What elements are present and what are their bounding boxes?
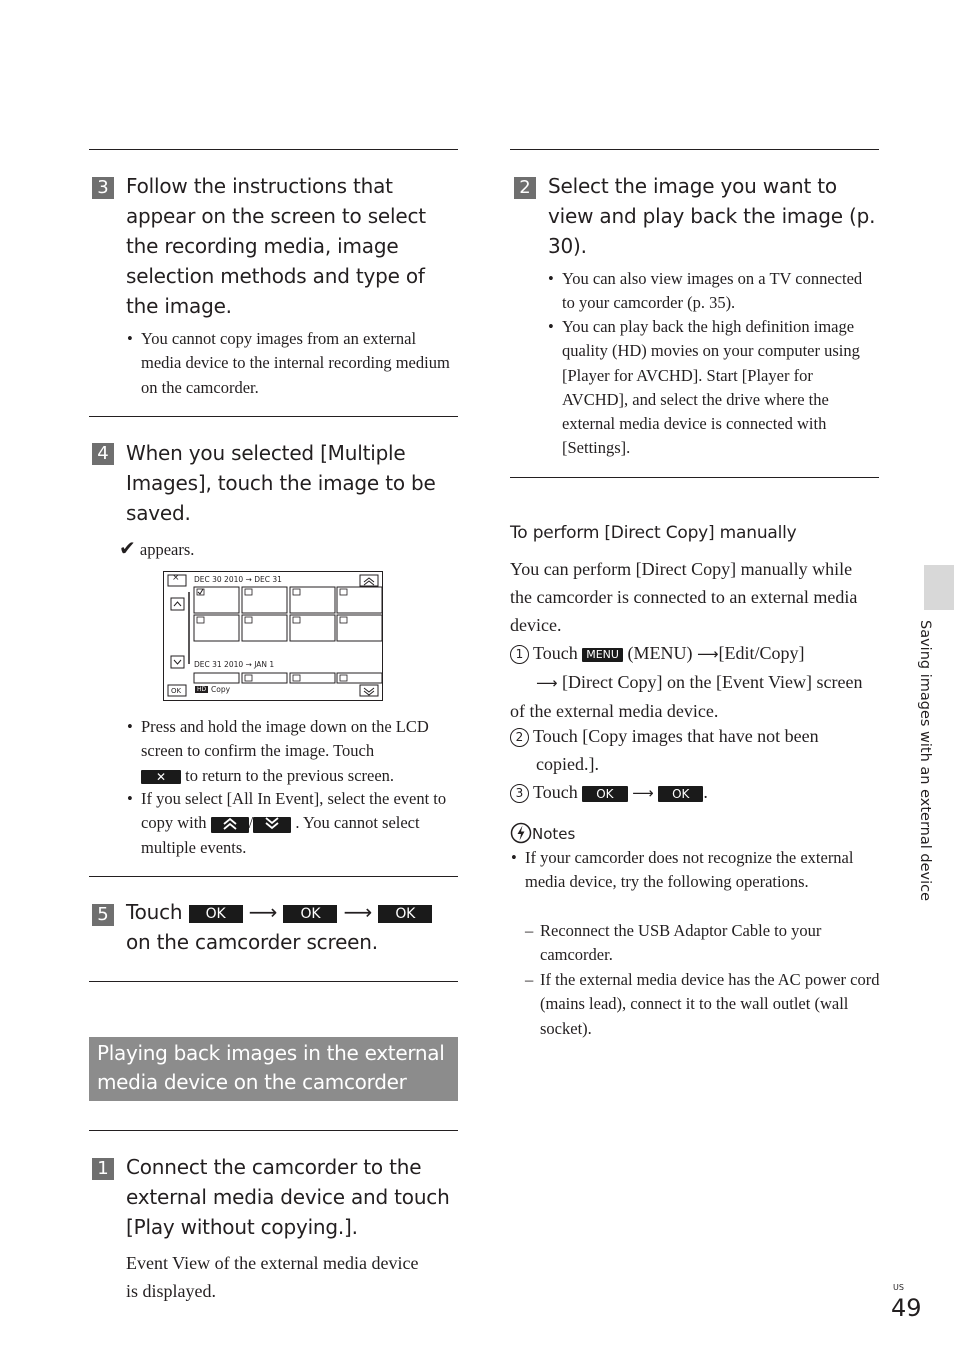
dash-text: If the external media device has the AC power cord (mains lead), connect it to the wall outlet (wall socket). xyxy=(540,970,880,1038)
copy-label: Copy xyxy=(211,685,231,694)
close-button-icon: ✕ xyxy=(141,770,181,784)
hd-badge: HD xyxy=(197,686,207,693)
step-3-bullet: • You cannot copy images from an external media device to the internal recording medium on the camcorder. xyxy=(127,329,450,397)
step-5-text xyxy=(126,897,456,957)
touch-label: Touch xyxy=(533,643,578,663)
step-2-text: Select the image you want to view and play back the image (p. 30). xyxy=(548,174,876,258)
step-4-bullet: • If you select [All In Event], select the event to copy with / . You cannot select multiple events. xyxy=(127,789,447,857)
notes-bullet: • If your camcorder does not recognize the external media device, try the following operations. xyxy=(511,848,854,892)
checkmark-icon: ✔ xyxy=(119,538,136,560)
step-4-bullet: • Press and hold the image down on the LCD screen to confirm the image. Touch ✕ to return to the previous screen. xyxy=(127,717,429,785)
notes-dash-item: – If the external media device has the AC power cord (mains lead), connect it to the wall outlet (wall socket). xyxy=(525,970,880,1038)
menu-text: (MENU) xyxy=(627,643,693,663)
arrow-right-icon: ⟶ xyxy=(696,645,719,663)
region-code: US xyxy=(893,1283,904,1292)
sidebar-label xyxy=(912,620,942,930)
step-circle-number: 1 xyxy=(510,645,529,664)
lcd-screen-illustration xyxy=(163,571,383,701)
bullet-text: You can play back the high definition image quality (HD) movies on your computer using [Player for AVCHD]. Start [Player for AVCHD], and select the drive where the external media device is connected with [Settings]. xyxy=(562,317,860,458)
divider xyxy=(89,149,458,150)
touch-label: Touch xyxy=(533,782,578,802)
step-number: 2 xyxy=(514,177,536,199)
arrow-right-icon: ⟶ xyxy=(632,784,654,802)
bullet-text: . You cannot select multiple events. xyxy=(141,813,420,857)
bullet-text: Press and hold the image down on the LCD screen to confirm the image. Touch xyxy=(141,717,429,761)
step-number: 3 xyxy=(92,177,114,199)
close-icon: × xyxy=(172,573,180,583)
step-2-text: Touch [Copy images that have not been copied.]. xyxy=(533,726,819,774)
sidebar-text: Saving images with an external device xyxy=(917,620,933,901)
step-5-after: on the camcorder screen. xyxy=(126,930,378,954)
check-text: appears. xyxy=(139,540,195,559)
bullet-text: You cannot copy images from an external media device to the internal recording medium on the camcorder. xyxy=(141,329,450,397)
procedure-step-1 xyxy=(510,639,880,725)
ok-button-icon: OK xyxy=(283,905,337,923)
intro-text: You can perform [Direct Copy] manually while the camcorder is connected to an external media device. xyxy=(510,559,858,635)
check-line xyxy=(119,537,194,562)
divider xyxy=(89,416,458,417)
ok-button-icon: OK xyxy=(658,786,703,802)
step-1-text: Connect the camcorder to the external media device and touch [Play without copying.]. xyxy=(126,1155,450,1239)
procedure-step-3: 3 Touch OK ⟶ OK . xyxy=(510,778,880,807)
divider xyxy=(89,1130,458,1131)
step-circle-number: 2 xyxy=(510,728,529,747)
step-3-text: Follow the instructions that appear on the screen to select the recording media, image selection methods and type of the image. xyxy=(126,174,426,318)
notes-title: Notes xyxy=(532,825,576,843)
edit-copy-text: [Edit/Copy] xyxy=(718,643,805,663)
ok-icon: OK xyxy=(171,687,182,695)
step-number: 5 xyxy=(92,904,114,926)
step-1-body: Event View of the external media device is displayed. xyxy=(126,1253,419,1301)
notes-icon xyxy=(510,822,532,844)
page-number: 49 xyxy=(891,1294,922,1322)
indent xyxy=(510,672,536,692)
event-header-1: DEC 30 2010 → DEC 31 xyxy=(194,575,282,584)
touch-label: Touch xyxy=(126,900,183,924)
arrow-right-icon: ⟶ xyxy=(343,900,373,924)
divider xyxy=(510,477,879,478)
step-2-bullet: • You can play back the high definition image quality (HD) movies on your computer using [Player for AVCHD]. Start [Player for AVCHD], and select the drive where the external media device is connected with [Settings]. xyxy=(548,317,860,458)
menu-button-icon: MENU xyxy=(582,648,623,662)
arrow-right-icon: ⟶ xyxy=(536,674,558,692)
ok-button-icon: OK xyxy=(378,905,432,923)
section-banner xyxy=(89,1037,458,1101)
event-header-2: DEC 31 2010 → JAN 1 xyxy=(194,660,275,669)
notes-dash-item: – Reconnect the USB Adaptor Cable to your camcorder. xyxy=(525,921,822,965)
direct-copy-text: [Direct Copy] on the [Event View] screen of the external media device. xyxy=(510,672,863,721)
step-number: 4 xyxy=(92,443,114,465)
procedure-step-2 xyxy=(510,722,880,778)
arrow-right-icon: ⟶ xyxy=(248,900,278,924)
divider xyxy=(89,981,458,982)
bullet-text: If your camcorder does not recognize the external media device, try the following operations. xyxy=(525,848,854,892)
step-number: 1 xyxy=(92,1158,114,1180)
ok-button-icon: OK xyxy=(582,786,627,802)
dash-text: Reconnect the USB Adaptor Cable to your camcorder. xyxy=(540,921,822,965)
bullet-text: If you select [All In Event], select the event to copy with xyxy=(141,789,447,833)
divider xyxy=(510,149,879,150)
scroll-up-icon xyxy=(211,817,249,833)
bullet-text: You can also view images on a TV connected to your camcorder (p. 35). xyxy=(562,269,863,313)
step-circle-number: 3 xyxy=(510,784,529,803)
section-title: Playing back images in the external media device on the camcorder xyxy=(97,1041,445,1094)
scroll-down-icon xyxy=(253,817,291,833)
bullet-text: to return to the previous screen. xyxy=(185,765,395,785)
notes-heading xyxy=(510,822,575,844)
step-4-text: When you selected [Multiple Images], touch the image to be saved. xyxy=(126,441,436,525)
ok-button-icon: OK xyxy=(189,905,243,923)
step-2-bullet: • You can also view images on a TV connected to your camcorder (p. 35). xyxy=(548,269,863,313)
divider xyxy=(89,876,458,877)
sidebar-tab xyxy=(924,565,954,610)
subheading: To perform [Direct Copy] manually xyxy=(510,523,797,543)
screen-graphics xyxy=(164,572,382,700)
